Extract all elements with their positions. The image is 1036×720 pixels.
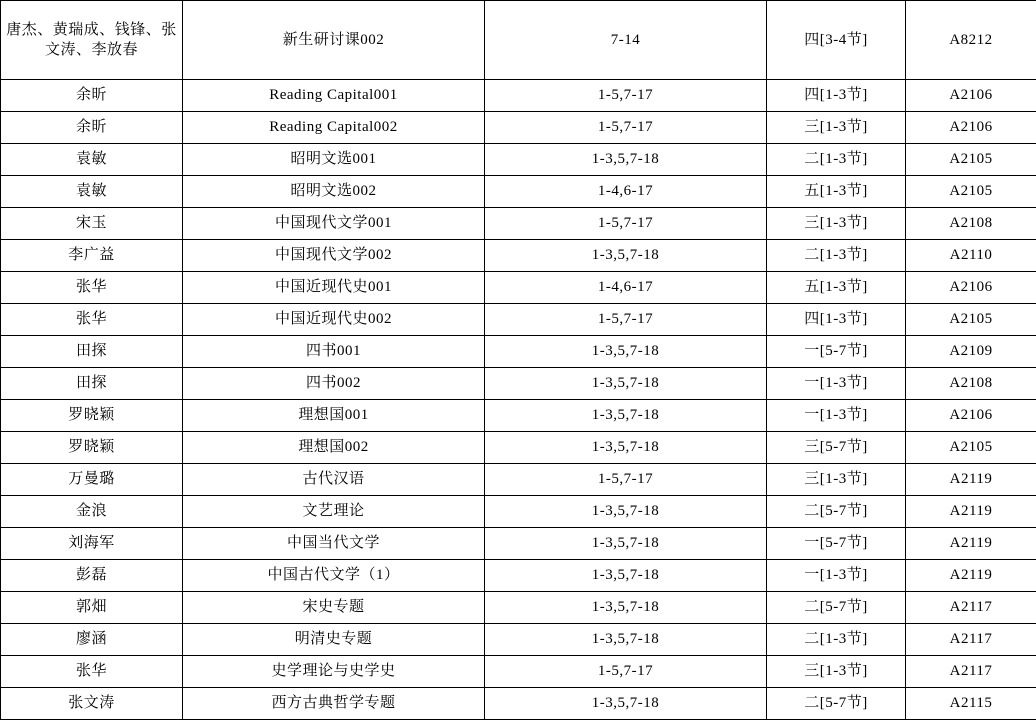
table-row <box>1 144 1036 176</box>
table-row <box>1 432 1036 464</box>
cell-teacher: 李广益 <box>1 240 183 272</box>
cell-time: 二[5-7节] <box>767 592 906 624</box>
cell-teacher: 彭磊 <box>1 560 183 592</box>
cell-teacher: 余昕 <box>1 112 183 144</box>
cell-course: 中国当代文学 <box>183 528 485 560</box>
cell-time: 四[3-4节] <box>767 1 906 80</box>
cell-room: A8212 <box>906 1 1036 80</box>
cell-weeks: 1-4,6-17 <box>485 176 767 208</box>
cell-weeks: 1-5,7-17 <box>485 112 767 144</box>
cell-time: 四[1-3节] <box>767 304 906 336</box>
cell-room: A2108 <box>906 208 1036 240</box>
cell-weeks: 1-3,5,7-18 <box>485 368 767 400</box>
cell-teacher: 万曼璐 <box>1 464 183 496</box>
cell-time: 二[1-3节] <box>767 624 906 656</box>
cell-weeks: 1-5,7-17 <box>485 656 767 688</box>
cell-room: A2115 <box>906 688 1036 720</box>
cell-teacher: 唐杰、黄瑞成、钱锋、张文涛、李放春 <box>1 1 183 80</box>
table-row <box>1 560 1036 592</box>
cell-course: 古代汉语 <box>183 464 485 496</box>
cell-teacher: 张文涛 <box>1 688 183 720</box>
cell-room: A2119 <box>906 496 1036 528</box>
cell-room: A2105 <box>906 304 1036 336</box>
table-row <box>1 624 1036 656</box>
cell-course: 文艺理论 <box>183 496 485 528</box>
cell-course: 中国近现代史001 <box>183 272 485 304</box>
table-row <box>1 496 1036 528</box>
cell-room: A2117 <box>906 624 1036 656</box>
cell-teacher: 袁敏 <box>1 176 183 208</box>
cell-room: A2105 <box>906 144 1036 176</box>
cell-time: 五[1-3节] <box>767 176 906 208</box>
cell-room: A2119 <box>906 528 1036 560</box>
cell-teacher: 郭畑 <box>1 592 183 624</box>
table-row <box>1 80 1036 112</box>
cell-weeks: 1-5,7-17 <box>485 304 767 336</box>
cell-time: 三[1-3节] <box>767 112 906 144</box>
cell-weeks: 7-14 <box>485 1 767 80</box>
cell-weeks: 1-3,5,7-18 <box>485 336 767 368</box>
table-row <box>1 304 1036 336</box>
cell-teacher: 田探 <box>1 368 183 400</box>
cell-room: A2109 <box>906 336 1036 368</box>
table-row <box>1 400 1036 432</box>
cell-course: 中国现代文学001 <box>183 208 485 240</box>
table-row <box>1 688 1036 720</box>
cell-course: 中国古代文学（1） <box>183 560 485 592</box>
cell-time: 一[1-3节] <box>767 368 906 400</box>
cell-time: 三[1-3节] <box>767 656 906 688</box>
cell-weeks: 1-5,7-17 <box>485 80 767 112</box>
cell-weeks: 1-5,7-17 <box>485 464 767 496</box>
table-row <box>1 176 1036 208</box>
cell-time: 一[5-7节] <box>767 528 906 560</box>
cell-weeks: 1-3,5,7-18 <box>485 560 767 592</box>
cell-course: 四书002 <box>183 368 485 400</box>
cell-weeks: 1-3,5,7-18 <box>485 400 767 432</box>
cell-time: 一[1-3节] <box>767 400 906 432</box>
cell-course: 昭明文选001 <box>183 144 485 176</box>
cell-weeks: 1-3,5,7-18 <box>485 624 767 656</box>
cell-room: A2108 <box>906 368 1036 400</box>
cell-room: A2106 <box>906 400 1036 432</box>
cell-room: A2106 <box>906 272 1036 304</box>
cell-teacher: 金浪 <box>1 496 183 528</box>
cell-course: 中国现代文学002 <box>183 240 485 272</box>
cell-time: 三[1-3节] <box>767 464 906 496</box>
cell-room: A2119 <box>906 560 1036 592</box>
cell-time: 三[5-7节] <box>767 432 906 464</box>
cell-teacher: 张华 <box>1 656 183 688</box>
cell-course: 四书001 <box>183 336 485 368</box>
cell-room: A2110 <box>906 240 1036 272</box>
cell-time: 二[1-3节] <box>767 240 906 272</box>
cell-teacher: 廖涵 <box>1 624 183 656</box>
cell-time: 三[1-3节] <box>767 208 906 240</box>
cell-course: Reading Capital001 <box>183 80 485 112</box>
table-row <box>1 656 1036 688</box>
cell-weeks: 1-3,5,7-18 <box>485 528 767 560</box>
cell-teacher: 张华 <box>1 304 183 336</box>
cell-teacher: 罗晓颖 <box>1 432 183 464</box>
cell-time: 一[1-3节] <box>767 560 906 592</box>
cell-weeks: 1-3,5,7-18 <box>485 496 767 528</box>
cell-course: Reading Capital002 <box>183 112 485 144</box>
cell-room: A2105 <box>906 176 1036 208</box>
cell-time: 一[5-7节] <box>767 336 906 368</box>
cell-teacher: 宋玉 <box>1 208 183 240</box>
cell-course: 中国近现代史002 <box>183 304 485 336</box>
cell-weeks: 1-3,5,7-18 <box>485 144 767 176</box>
table-row <box>1 336 1036 368</box>
cell-room: A2106 <box>906 80 1036 112</box>
cell-weeks: 1-3,5,7-18 <box>485 432 767 464</box>
cell-weeks: 1-5,7-17 <box>485 208 767 240</box>
cell-weeks: 1-3,5,7-18 <box>485 592 767 624</box>
table-row <box>1 592 1036 624</box>
cell-teacher: 张华 <box>1 272 183 304</box>
cell-time: 五[1-3节] <box>767 272 906 304</box>
cell-course: 宋史专题 <box>183 592 485 624</box>
cell-weeks: 1-3,5,7-18 <box>485 240 767 272</box>
cell-teacher: 袁敏 <box>1 144 183 176</box>
table-row <box>1 1 1036 80</box>
table-row <box>1 464 1036 496</box>
table-row <box>1 112 1036 144</box>
cell-room: A2106 <box>906 112 1036 144</box>
cell-teacher: 刘海军 <box>1 528 183 560</box>
cell-course: 新生研讨课002 <box>183 1 485 80</box>
cell-room: A2117 <box>906 592 1036 624</box>
table-row <box>1 208 1036 240</box>
cell-teacher: 余昕 <box>1 80 183 112</box>
cell-room: A2105 <box>906 432 1036 464</box>
cell-teacher: 罗晓颖 <box>1 400 183 432</box>
table-row <box>1 528 1036 560</box>
cell-time: 四[1-3节] <box>767 80 906 112</box>
cell-room: A2117 <box>906 656 1036 688</box>
cell-time: 二[5-7节] <box>767 496 906 528</box>
cell-time: 二[5-7节] <box>767 688 906 720</box>
table-row <box>1 368 1036 400</box>
cell-time: 二[1-3节] <box>767 144 906 176</box>
table-row <box>1 240 1036 272</box>
table-body <box>1 1 1036 720</box>
cell-course: 明清史专题 <box>183 624 485 656</box>
cell-teacher: 田探 <box>1 336 183 368</box>
cell-weeks: 1-3,5,7-18 <box>485 688 767 720</box>
cell-course: 西方古典哲学专题 <box>183 688 485 720</box>
cell-course: 史学理论与史学史 <box>183 656 485 688</box>
cell-course: 理想国002 <box>183 432 485 464</box>
cell-course: 昭明文选002 <box>183 176 485 208</box>
table-row <box>1 272 1036 304</box>
cell-weeks: 1-4,6-17 <box>485 272 767 304</box>
cell-room: A2119 <box>906 464 1036 496</box>
cell-course: 理想国001 <box>183 400 485 432</box>
